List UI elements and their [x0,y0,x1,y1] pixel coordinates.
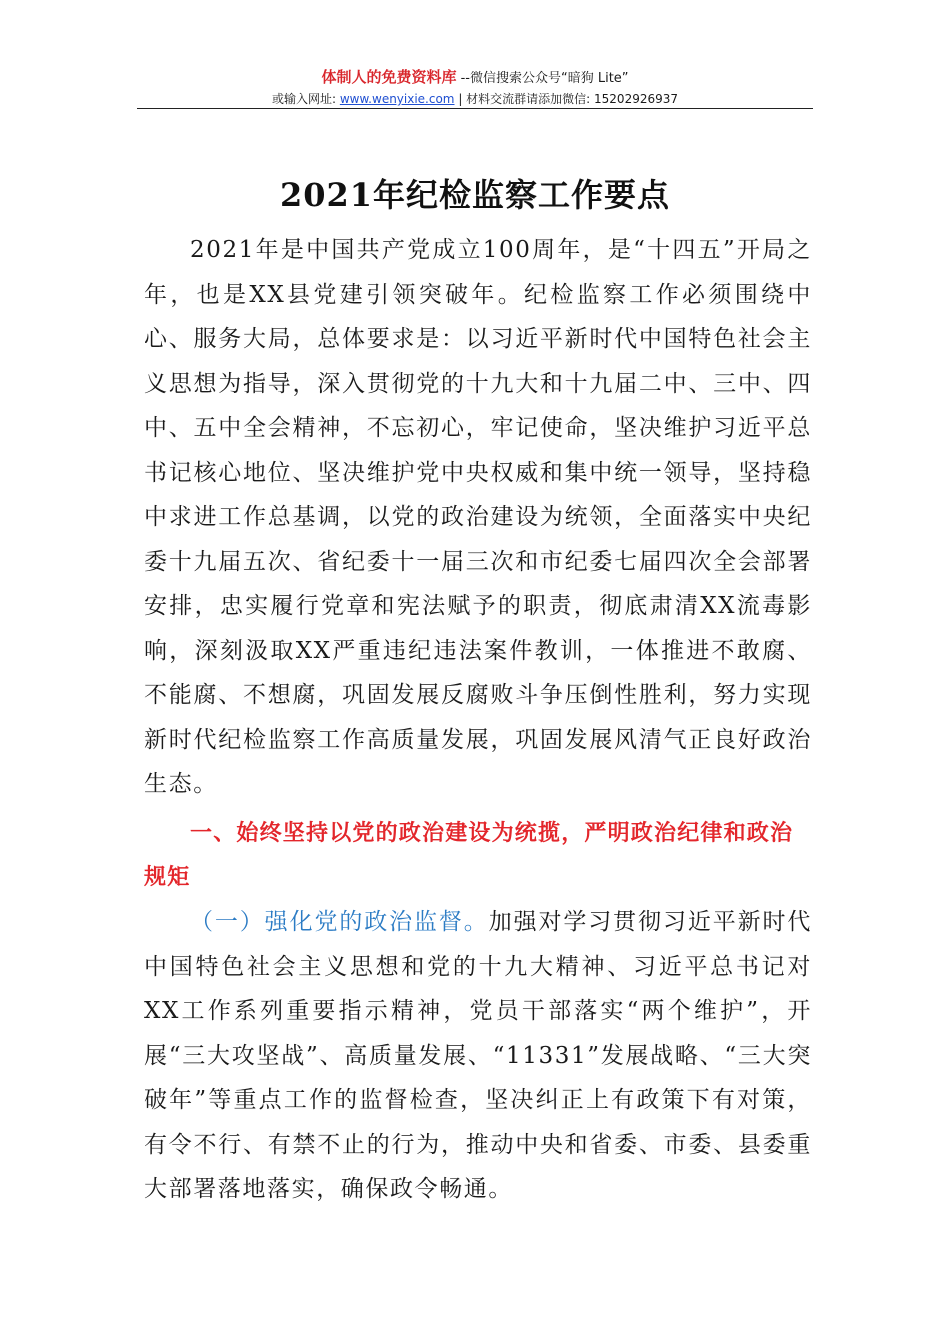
header-url-prefix: 或输入网址: [271,92,340,106]
section-heading-1: 一、始终坚持以党的政治建设为统揽，严明政治纪律和政治规矩 [144,821,794,890]
page-header [137,68,813,108]
subsection-body-1: 加强对学习贯彻习近平新时代中国特色社会主义思想和党的十九大精神、习近平总书记对XX工作系列重要指示精神，党员干部落实“两个维护”，开展“三大攻坚战”、高质量发展、“11331”发展战略、“三大突破年”等重点工作的监督检查，坚决纠正上有政策下有对策，有令不行、有禁不止的行为，推动中央和省委、市委、县委重大部署落地落实，确保政令畅通。 [144,909,812,1202]
header-wechat-note: --微信搜索公众号“暗狗 Lite” [456,71,629,86]
document-title: 2021年纪检监察工作要点 [279,176,671,215]
intro-paragraph: 2021年是中国共产党成立100周年，是“十四五”开局之年，也是XX县党建引领突破年。纪检监察工作必须围绕中心、服务大局，总体要求是：以习近平新时代中国特色社会主义思想为指导，深入贯彻党的十九大和十九届二中、三中、四中、五中全会精神，不忘初心，牢记使命，坚决维护习近平总书记核心地位、坚决维护党中央权威和集中统一领导，坚持稳中求进工作总基调，以党的政治建设为统领，全面落实中央纪委十九届五次、省纪委十一届三次和市纪委七届四次全会部署安排，忠实履行党章和宪法赋予的职责，彻底肃清XX流毒影响，深刻汲取XX严重违纪违法案件教训，一体推进不敢腐、不能腐、不想腐，巩固发展反腐败斗争压倒性胜利，努力实现新时代纪检监察工作高质量发展，巩固发展风清气正良好政治生态。 [144,237,812,797]
header-contact-line [137,90,813,108]
header-website-link[interactable]: www.wenyixie.com [339,92,455,106]
header-banner [137,68,813,88]
header-brand: 体制人的免费资料库 [321,68,457,86]
subsection-paragraph-1 [144,900,812,1212]
header-divider [137,108,813,109]
subsection-title-1: （一）强化党的政治监督。 [190,909,489,935]
header-contact: | 材料交流群请添加微信: 15202926937 [454,92,679,106]
